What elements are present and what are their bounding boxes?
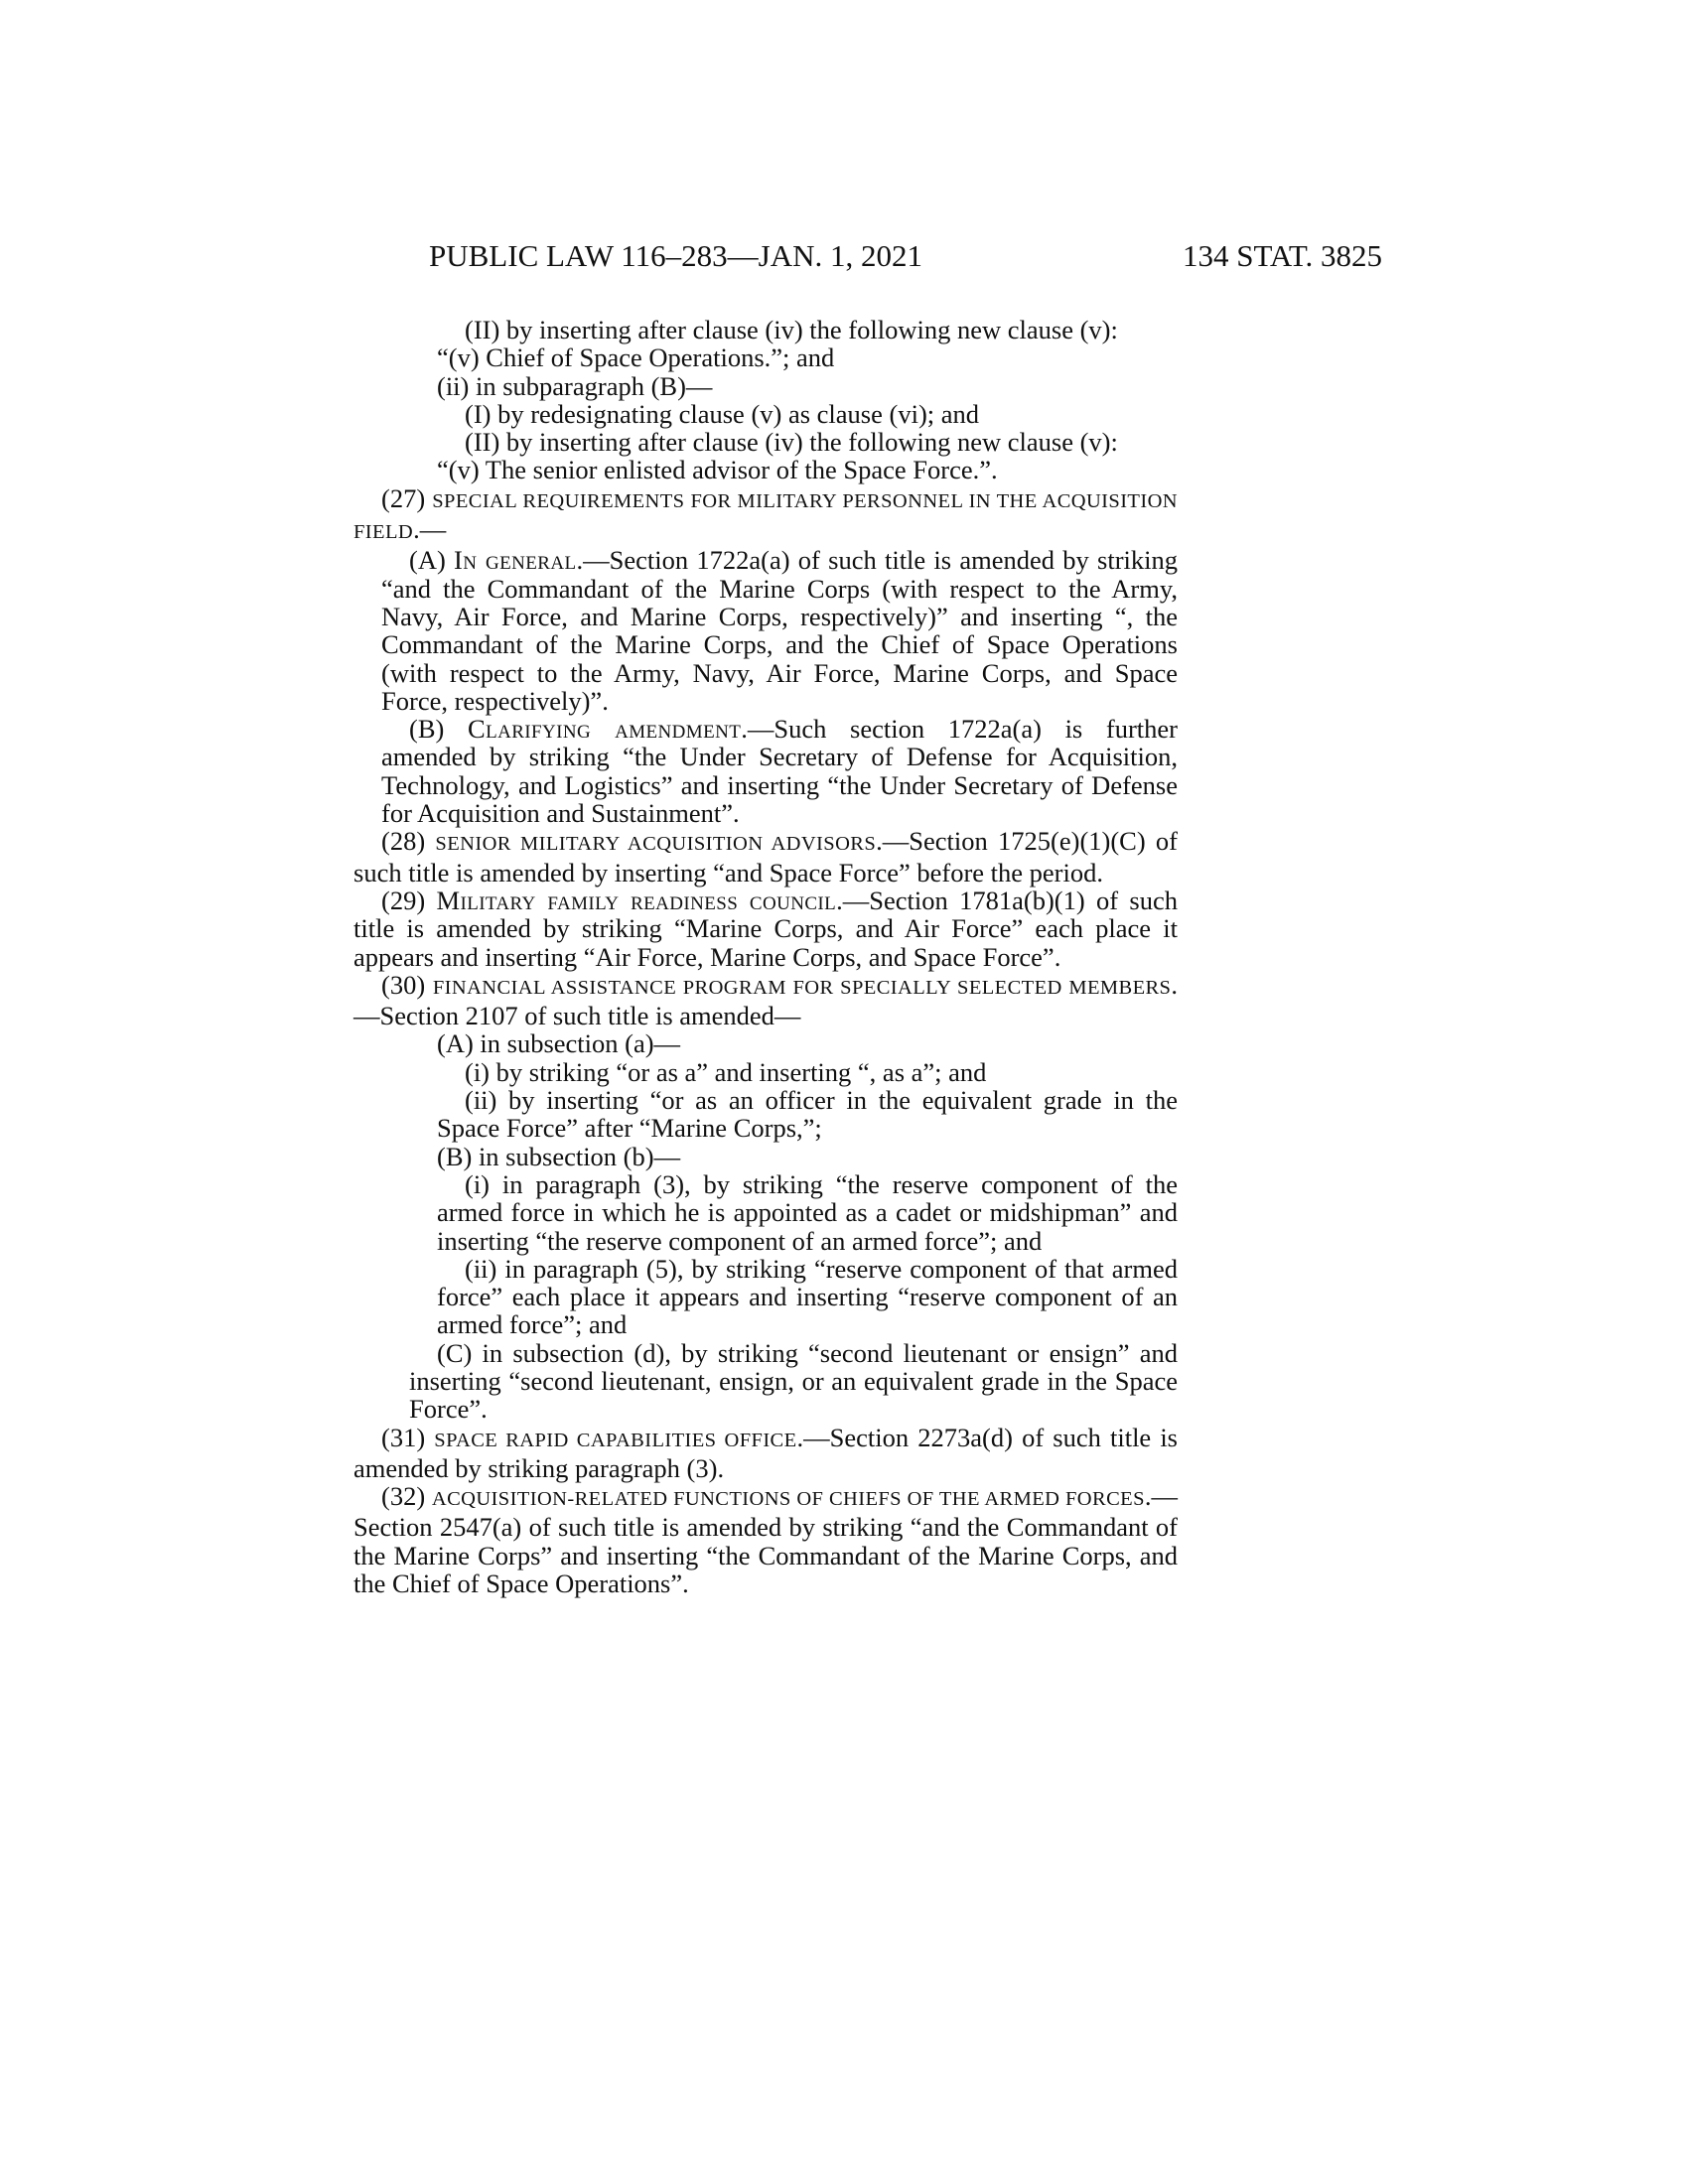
subparagraph-27-b: (B) Clarifying amendment.—Such section 1722a(a) is further amended by striking “the Under Secretary of Defense for Acquisition, Technology, and Logistics” and inserting “the Under Secretary of Defense for Acquisition and Sustainment”. [381,714,1178,829]
subparagraph-30-a: (A) in subsection (a)— [437,1028,681,1059]
statute-body [353,316,1178,1597]
paragraph-29: (29) Military family readiness council.—Section 1781a(b)(1) of such title is amended by striking “Marine Corps, and Air Force” each place it appears and inserting “Air Force, Marine Corps, and Space Force”. [353,885,1179,972]
clause-paragraph: (ii) by inserting “or as an officer in the equivalent grade in the Space Force” after “Marine Corps,”; [437,1085,1178,1144]
paragraph-heading: SPACE RAPID CAPABILITIES OFFICE [434,1429,797,1451]
paragraph-28: (28) SENIOR MILITARY ACQUISITION ADVISORS.—Section 1725(e)(1)(C) of such title is amended by inserting “and Space Force” before the period. [353,826,1179,887]
page-header [429,238,1382,288]
paragraph-heading: ACQUISITION-RELATED FUNCTIONS OF CHIEFS OF THE ARMED FORCES [431,1488,1145,1511]
clause-paragraph: “(v) The senior enlisted advisor of the Space Force.”. [437,455,998,485]
statute-page-number: 134 STAT. 3825 [1182,238,1382,273]
clause-paragraph: (ii) in paragraph (5), by striking “reserve component of that armed force” each place it appears and inserting “reserve component of an armed force”; and [437,1253,1178,1340]
subparagraph-27-a: (A) In general.—Section 1722a(a) of such title is amended by striking “and the Commandant of the Marine Corps (with respect to the Army, Navy, Air Force, and Marine Corps, respectively)” and inserting “, the Commandant of the Marine Corps, and the Chief of Space Operations (with respect to the Army, Navy, Air Force, Marine Corps, and Space Force, respectively)”. [381,545,1178,716]
clause-paragraph: “(v) Chief of Space Operations.”; and [437,342,835,373]
paragraph-heading: SPECIAL REQUIREMENTS FOR MILITARY PERSONNEL IN THE ACQUISITION FIELD [353,489,1178,544]
paragraph-27: (27) SPECIAL REQUIREMENTS FOR MILITARY PERSONNEL IN THE ACQUISITION FIELD.— [353,482,1178,545]
clause-paragraph: (i) in paragraph (3), by striking “the reserve component of the armed force in which he is appointed as a cadet or midshipman” and inserting “the reserve component of an armed force”; and [437,1168,1178,1256]
paragraph-heading: Clarifying amendment [468,714,742,745]
paragraph-30: (30) FINANCIAL ASSISTANCE PROGRAM FOR SPECIALLY SELECTED MEMBERS.—Section 2107 of such title is amended— [353,969,1178,1031]
paragraph-heading: In general [454,545,577,576]
paragraph-31: (31) SPACE RAPID CAPABILITIES OFFICE.—Section 2273a(d) of such title is amended by striking paragraph (3). [353,1422,1178,1483]
clause-paragraph: (II) by inserting after clause (iv) the following new clause (v): [465,315,1118,344]
clause-paragraph: (II) by inserting after clause (iv) the following new clause (v): [465,427,1118,458]
paragraph-heading: SENIOR MILITARY ACQUISITION ADVISORS [435,833,877,856]
public-law-citation: PUBLIC LAW 116–283—JAN. 1, 2021 [429,238,922,273]
paragraph-heading: FINANCIAL ASSISTANCE PROGRAM FOR SPECIALLY SELECTED MEMBERS [432,976,1172,999]
subparagraph-30-b: (B) in subsection (b)— [437,1141,681,1171]
subparagraph-30-c: (C) in subsection (d), by striking “second lieutenant or ensign” and inserting “second lieutenant, ensign, or an equivalent grade in the Space Force”. [409,1337,1178,1425]
paragraph-32: (32) ACQUISITION-RELATED FUNCTIONS OF CHIEFS OF THE ARMED FORCES.—Section 2547(a) of such title is amended by striking “and the Commandant of the Marine Corps” and inserting “the Commandant of the Marine Corps, and the Chief of Space Operations”. [353,1481,1178,1599]
paragraph-heading: Military family readiness council [436,885,837,915]
clause-paragraph: (i) by striking “or as a” and inserting “, as a”; and [465,1056,987,1087]
clause-paragraph: (I) by redesignating clause (v) as clause (vi); and [465,398,980,429]
clause-paragraph: (ii) in subparagraph (B)— [437,370,713,401]
